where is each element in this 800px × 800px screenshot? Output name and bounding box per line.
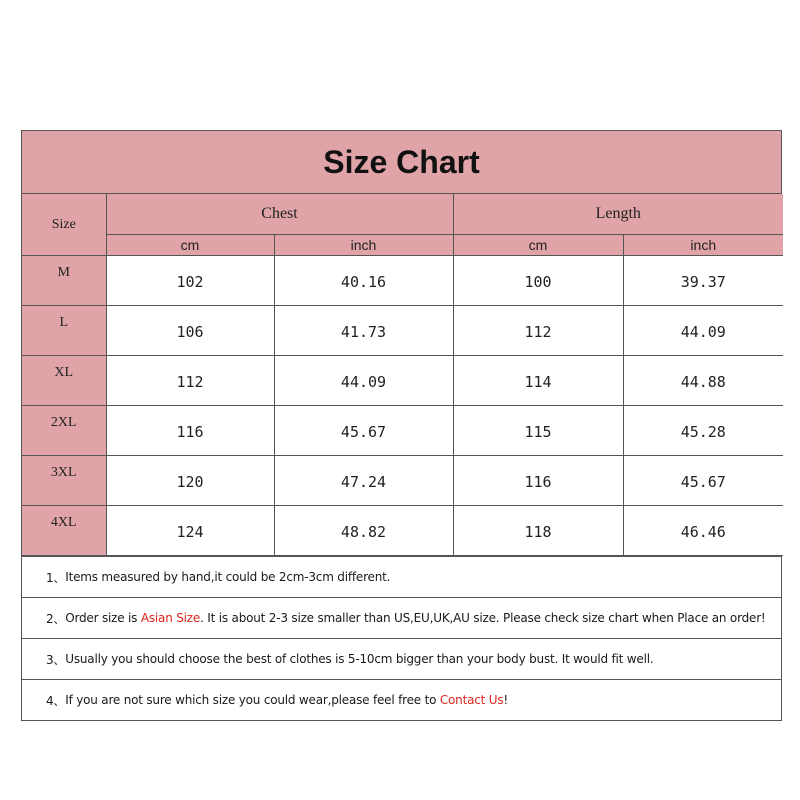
note-text-post: !	[503, 693, 509, 707]
chest-inch-cell: 48.82	[274, 506, 453, 556]
length-inch-cell: 45.67	[623, 456, 783, 506]
note-text-post: . It is about 2-3 size smaller than US,EU,UK,AU size. Please check size chart when Place an order!	[200, 611, 766, 625]
note-text: Usually you should choose the best of clothes is 5-10cm bigger than your body bust. It would fit well.	[65, 652, 654, 666]
chest-cm-cell: 106	[106, 306, 274, 356]
table-row	[22, 456, 783, 506]
length-cm-cell: 115	[453, 406, 623, 456]
note-text-pre: If you are not sure which size you could wear,please feel free to	[65, 693, 440, 707]
length-inch-header: inch	[623, 235, 783, 256]
length-inch-cell: 45.28	[623, 406, 783, 456]
table-row	[22, 356, 783, 406]
chest-inch-cell: 40.16	[274, 256, 453, 306]
chest-inch-cell: 44.09	[274, 356, 453, 406]
note-number: 1、	[46, 570, 66, 585]
note-2	[22, 597, 781, 638]
table-row	[22, 256, 783, 306]
length-cm-cell: 112	[453, 306, 623, 356]
length-cm-cell: 118	[453, 506, 623, 556]
note-4	[22, 679, 781, 720]
note-number: 2、	[46, 611, 66, 626]
chest-inch-cell: 47.24	[274, 456, 453, 506]
size-header: Size	[22, 194, 106, 256]
size-cell: 2XL	[22, 406, 106, 456]
size-table	[22, 194, 783, 556]
chest-cm-cell: 102	[106, 256, 274, 306]
chest-cm-cell: 120	[106, 456, 274, 506]
size-cell: XL	[22, 356, 106, 406]
note-1	[22, 556, 781, 597]
length-inch-cell: 39.37	[623, 256, 783, 306]
chest-inch-cell: 41.73	[274, 306, 453, 356]
size-cell: M	[22, 256, 106, 306]
size-cell: 3XL	[22, 456, 106, 506]
note-number: 4、	[46, 693, 66, 708]
chest-inch-cell: 45.67	[274, 406, 453, 456]
chest-cm-cell: 112	[106, 356, 274, 406]
note-3	[22, 638, 781, 679]
chest-inch-header: inch	[274, 235, 453, 256]
chest-cm-cell: 116	[106, 406, 274, 456]
length-inch-cell: 44.09	[623, 306, 783, 356]
note-number: 3、	[46, 652, 66, 667]
note-text-pre: Order size is	[65, 611, 141, 625]
length-cm-header: cm	[453, 235, 623, 256]
table-row	[22, 506, 783, 556]
length-cm-cell: 100	[453, 256, 623, 306]
size-cell: 4XL	[22, 506, 106, 556]
asian-size-highlight: Asian Size	[140, 611, 201, 625]
length-cm-cell: 114	[453, 356, 623, 406]
table-row	[22, 306, 783, 356]
contact-us-link[interactable]: Contact Us	[439, 693, 504, 707]
length-cm-cell: 116	[453, 456, 623, 506]
size-cell: L	[22, 306, 106, 356]
note-text: Items measured by hand,it could be 2cm-3cm different.	[65, 570, 391, 584]
size-chart	[21, 130, 782, 721]
note-text	[65, 611, 765, 625]
note-text	[65, 693, 508, 707]
length-inch-cell: 44.88	[623, 356, 783, 406]
chest-cm-cell: 124	[106, 506, 274, 556]
length-header: Length	[453, 194, 783, 235]
table-row	[22, 406, 783, 456]
chart-title: Size Chart	[22, 131, 781, 194]
length-inch-cell: 46.46	[623, 506, 783, 556]
chest-cm-header: cm	[106, 235, 274, 256]
notes-section	[22, 556, 781, 720]
chest-header: Chest	[106, 194, 453, 235]
